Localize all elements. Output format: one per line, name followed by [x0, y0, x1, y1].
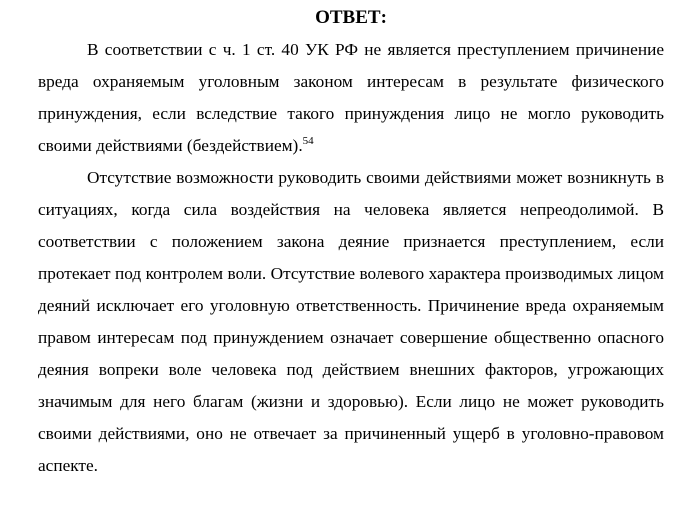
paragraph-1-text: В соответствии с ч. 1 ст. 40 УК РФ не является преступлением причинение вреда охраняемым уголовным законом интересам в результате физического принуждения, если вследствие такого принуждения лицо не могло руководить своими действиями (бездействием). — [38, 40, 664, 155]
paragraph-1 — [38, 34, 664, 162]
answer-heading: ОТВЕТ: — [315, 7, 387, 28]
paragraph-2 — [38, 162, 664, 482]
paragraph-2-text: Отсутствие возможности руководить своими действиями может возникнуть в ситуациях, когда сила воздействия на человека является непреодолимой. В соответствии с положением закона деяние признается преступлением, если протекает под контролем воли. Отсутствие волевого характера производимых лицом деяний исключает его уголовную ответственность. Причинение вреда охраняемым правом интересам под принуждением означает совершение общественно опасного деяния вопреки воле человека под действием внешних факторов, угрожающих значимым для него благам (жизни и здоровью). Если лицо не может руководить своими действиями, оно не отвечает за причиненный ущерб в уголовно-правовом аспекте. — [38, 168, 664, 475]
footnote-reference[interactable]: 54 — [302, 135, 314, 148]
